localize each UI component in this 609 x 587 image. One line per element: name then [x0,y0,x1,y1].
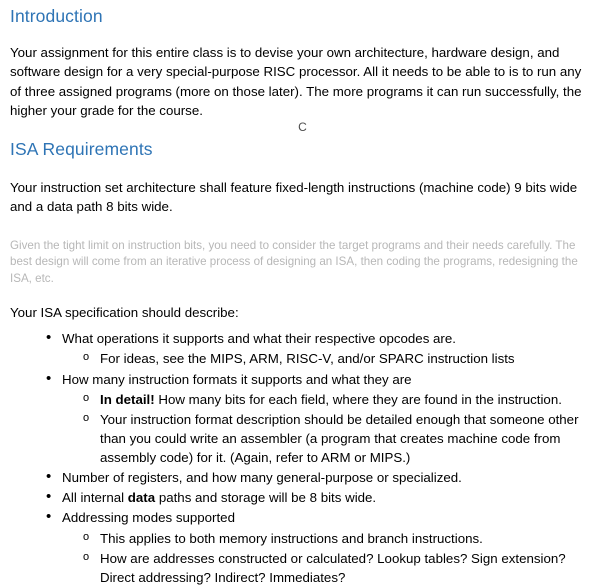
note-design-iteration: Given the tight limit on instruction bits, you need to consider the target programs and their needs carefully. The best design will come from an iterative process of designing an ISA, then coding the programs, redesigning the ISA, etc. [10,238,578,285]
list-item-text: How many instruction formats it supports and what they are [62,371,412,387]
sub-list [62,349,595,368]
isa-requirements-list [10,329,595,587]
hollow-bullet-icon: o [83,391,90,404]
list-item [62,390,595,409]
list-item [10,508,595,587]
list-item [62,349,595,368]
sub-list [62,390,595,468]
hollow-bullet-icon: o [83,411,90,424]
list-item-text: What operations it supports and what their respective opcodes are. [62,331,456,347]
hollow-bullet-icon: o [83,530,90,543]
list-item-text: How many bits for each field, where they are found in the instruction. [154,391,562,407]
list-item-emphasis: In detail! [100,391,155,407]
list-item [10,370,595,468]
list-item-text: All internal [62,490,128,506]
list-item-text: Your instruction format description should be detailed enough that someone other than you could write an assembler (a program that creates machine code from assembly code) for it. (Again, refer to ARM or MIPS.) [100,411,579,466]
list-item [62,410,595,467]
bullet-icon: • [46,329,52,347]
list-item-text: For ideas, see the MIPS, ARM, RISC-V, and/or SPARC instruction lists [100,351,515,367]
paragraph-isa-requirements: Your instruction set architecture shall feature fixed-length instructions (machine code) 9 bits wide and a data path 8 bits wide. [10,180,578,215]
hollow-bullet-icon: o [83,351,90,364]
bullet-icon: • [46,488,52,506]
hollow-bullet-icon: o [83,550,90,563]
text-cursor-marker: C [298,120,307,135]
list-item [10,329,595,368]
list-item-text: How are addresses constructed or calculated? Lookup tables? Sign extension? Direct addressing? Indirect? Immediates? [100,550,566,585]
list-item [10,488,595,507]
heading-introduction: Introduction [10,6,103,26]
sub-list [62,529,595,587]
list-item [10,468,595,487]
list-item-text: Number of registers, and how many general-purpose or specialized. [62,470,462,486]
list-item-text: This applies to both memory instructions and branch instructions. [100,530,483,546]
list-item-text-cont: paths and storage will be 8 bits wide. [155,490,377,506]
bullet-icon: • [46,369,52,387]
lead-in-isa-specification: Your ISA specification should describe: [10,304,239,320]
list-item-emphasis: data [127,490,156,506]
bullet-icon: • [46,508,52,526]
bullet-icon: • [46,468,52,486]
paragraph-introduction: Your assignment for this entire class is to devise your own architecture, hardware design, and software design for a very special-purpose RISC processor. All it needs to be able to is to run any of three assigned programs (more on those later). The more programs it can run successfully, the higher your grade for the course. [10,45,582,118]
list-item-text: Addressing modes supported [62,510,235,526]
list-item [62,549,595,587]
heading-isa-requirements: ISA Requirements [10,139,153,160]
list-item [62,529,595,548]
